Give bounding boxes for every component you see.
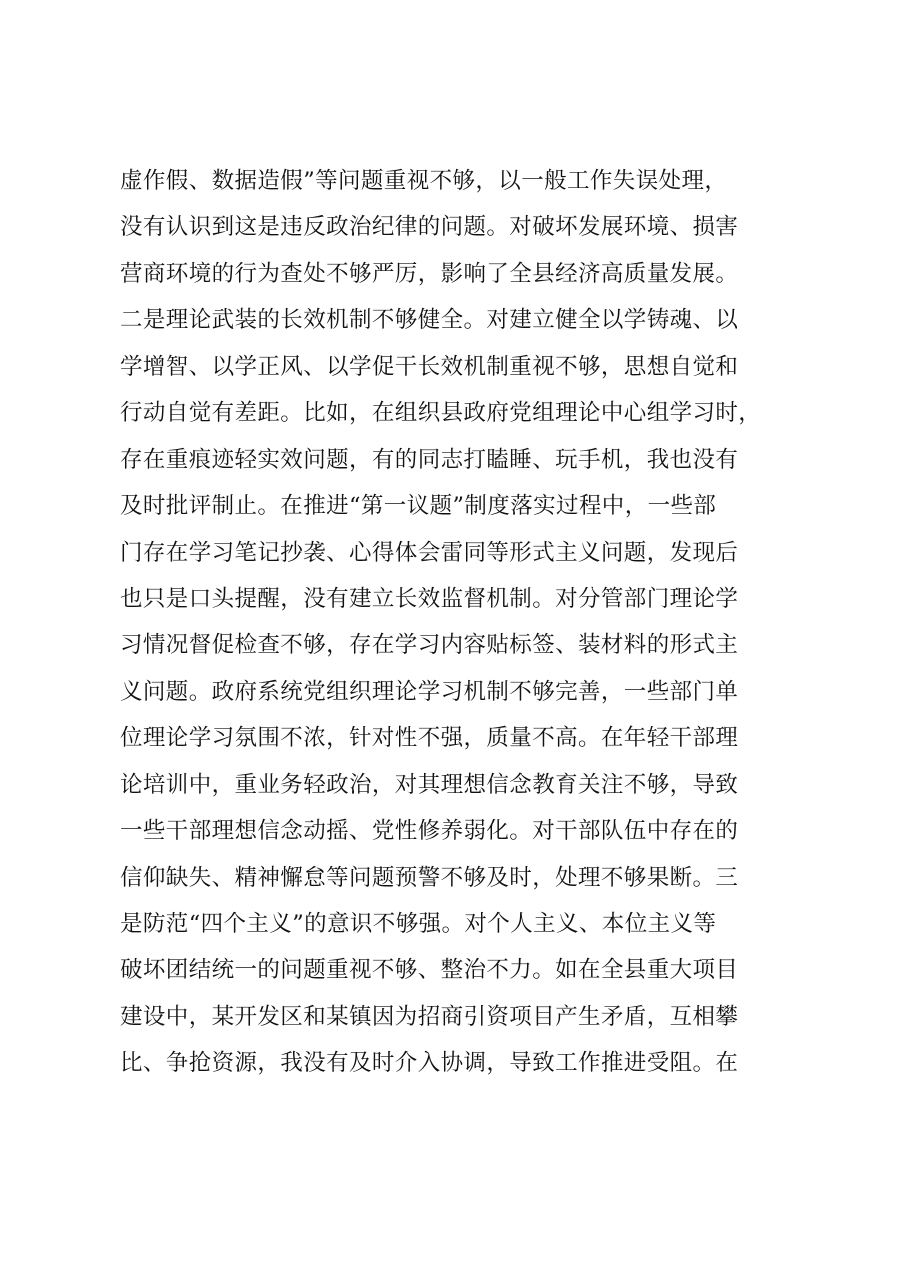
text-line: 破坏团结统一的问题重视不够、整治不力。如在全县重大项目 [120, 957, 739, 984]
text-line: 没有认识到这是违反政治纪律的问题。对破坏发展环境、损害 [120, 214, 739, 241]
text-line: 虚作假、数据造假”等问题重视不够，以一般工作失误处理， [120, 168, 728, 194]
text-line: 营商环境的行为查处不够严厉，影响了全县经济高质量发展。 [120, 260, 739, 287]
text-line: 也只是口头提醒，没有建立长效监督机制。对分管部门理论学 [120, 585, 739, 612]
text-line: 存在重痕迹轻实效问题，有的同志打瞌睡、玩手机，我也没有 [120, 446, 739, 473]
text-line: 及时批评制止。在推进“第一议题”制度落实过程中，一些部 [120, 493, 717, 520]
text-line: 二是理论武装的长效机制不够健全。对建立健全以学铸魂、以 [120, 307, 739, 334]
text-line: 学增智、以学正风、以学促干长效机制重视不够，思想自觉和 [120, 353, 739, 380]
text-line: 建设中，某开发区和某镇因为招商引资项目产生矛盾，互相攀 [120, 1003, 739, 1030]
text-line: 义问题。政府系统党组织理论学习机制不够完善，一些部门单 [120, 678, 739, 705]
text-line: 位理论学习氛围不浓，针对性不强，质量不高。在年轻干部理 [120, 725, 739, 752]
text-line: 是防范“四个主义”的意识不够强。对个人主义、本位主义等 [120, 911, 717, 937]
text-line: 一些干部理想信念动摇、党性修养弱化。对干部队伍中存在的 [120, 818, 739, 845]
text-line: 论培训中，重业务轻政治，对其理想信念教育关注不够，导致 [120, 771, 739, 798]
text-line: 行动自觉有差距。比如，在组织县政府党组理论中心组学习时， [120, 400, 762, 427]
text-line: 习情况督促检查不够，存在学习内容贴标签、装材料的形式主 [120, 632, 739, 659]
body-text [120, 158, 810, 1087]
text-line: 门存在学习笔记抄袭、心得体会雷同等形式主义问题，发现后 [120, 539, 739, 566]
text-line: 比、争抢资源，我没有及时介入协调，导致工作推进受阻。在 [120, 1050, 739, 1077]
text-line: 信仰缺失、精神懈怠等问题预警不够及时，处理不够果断。三 [120, 864, 739, 891]
